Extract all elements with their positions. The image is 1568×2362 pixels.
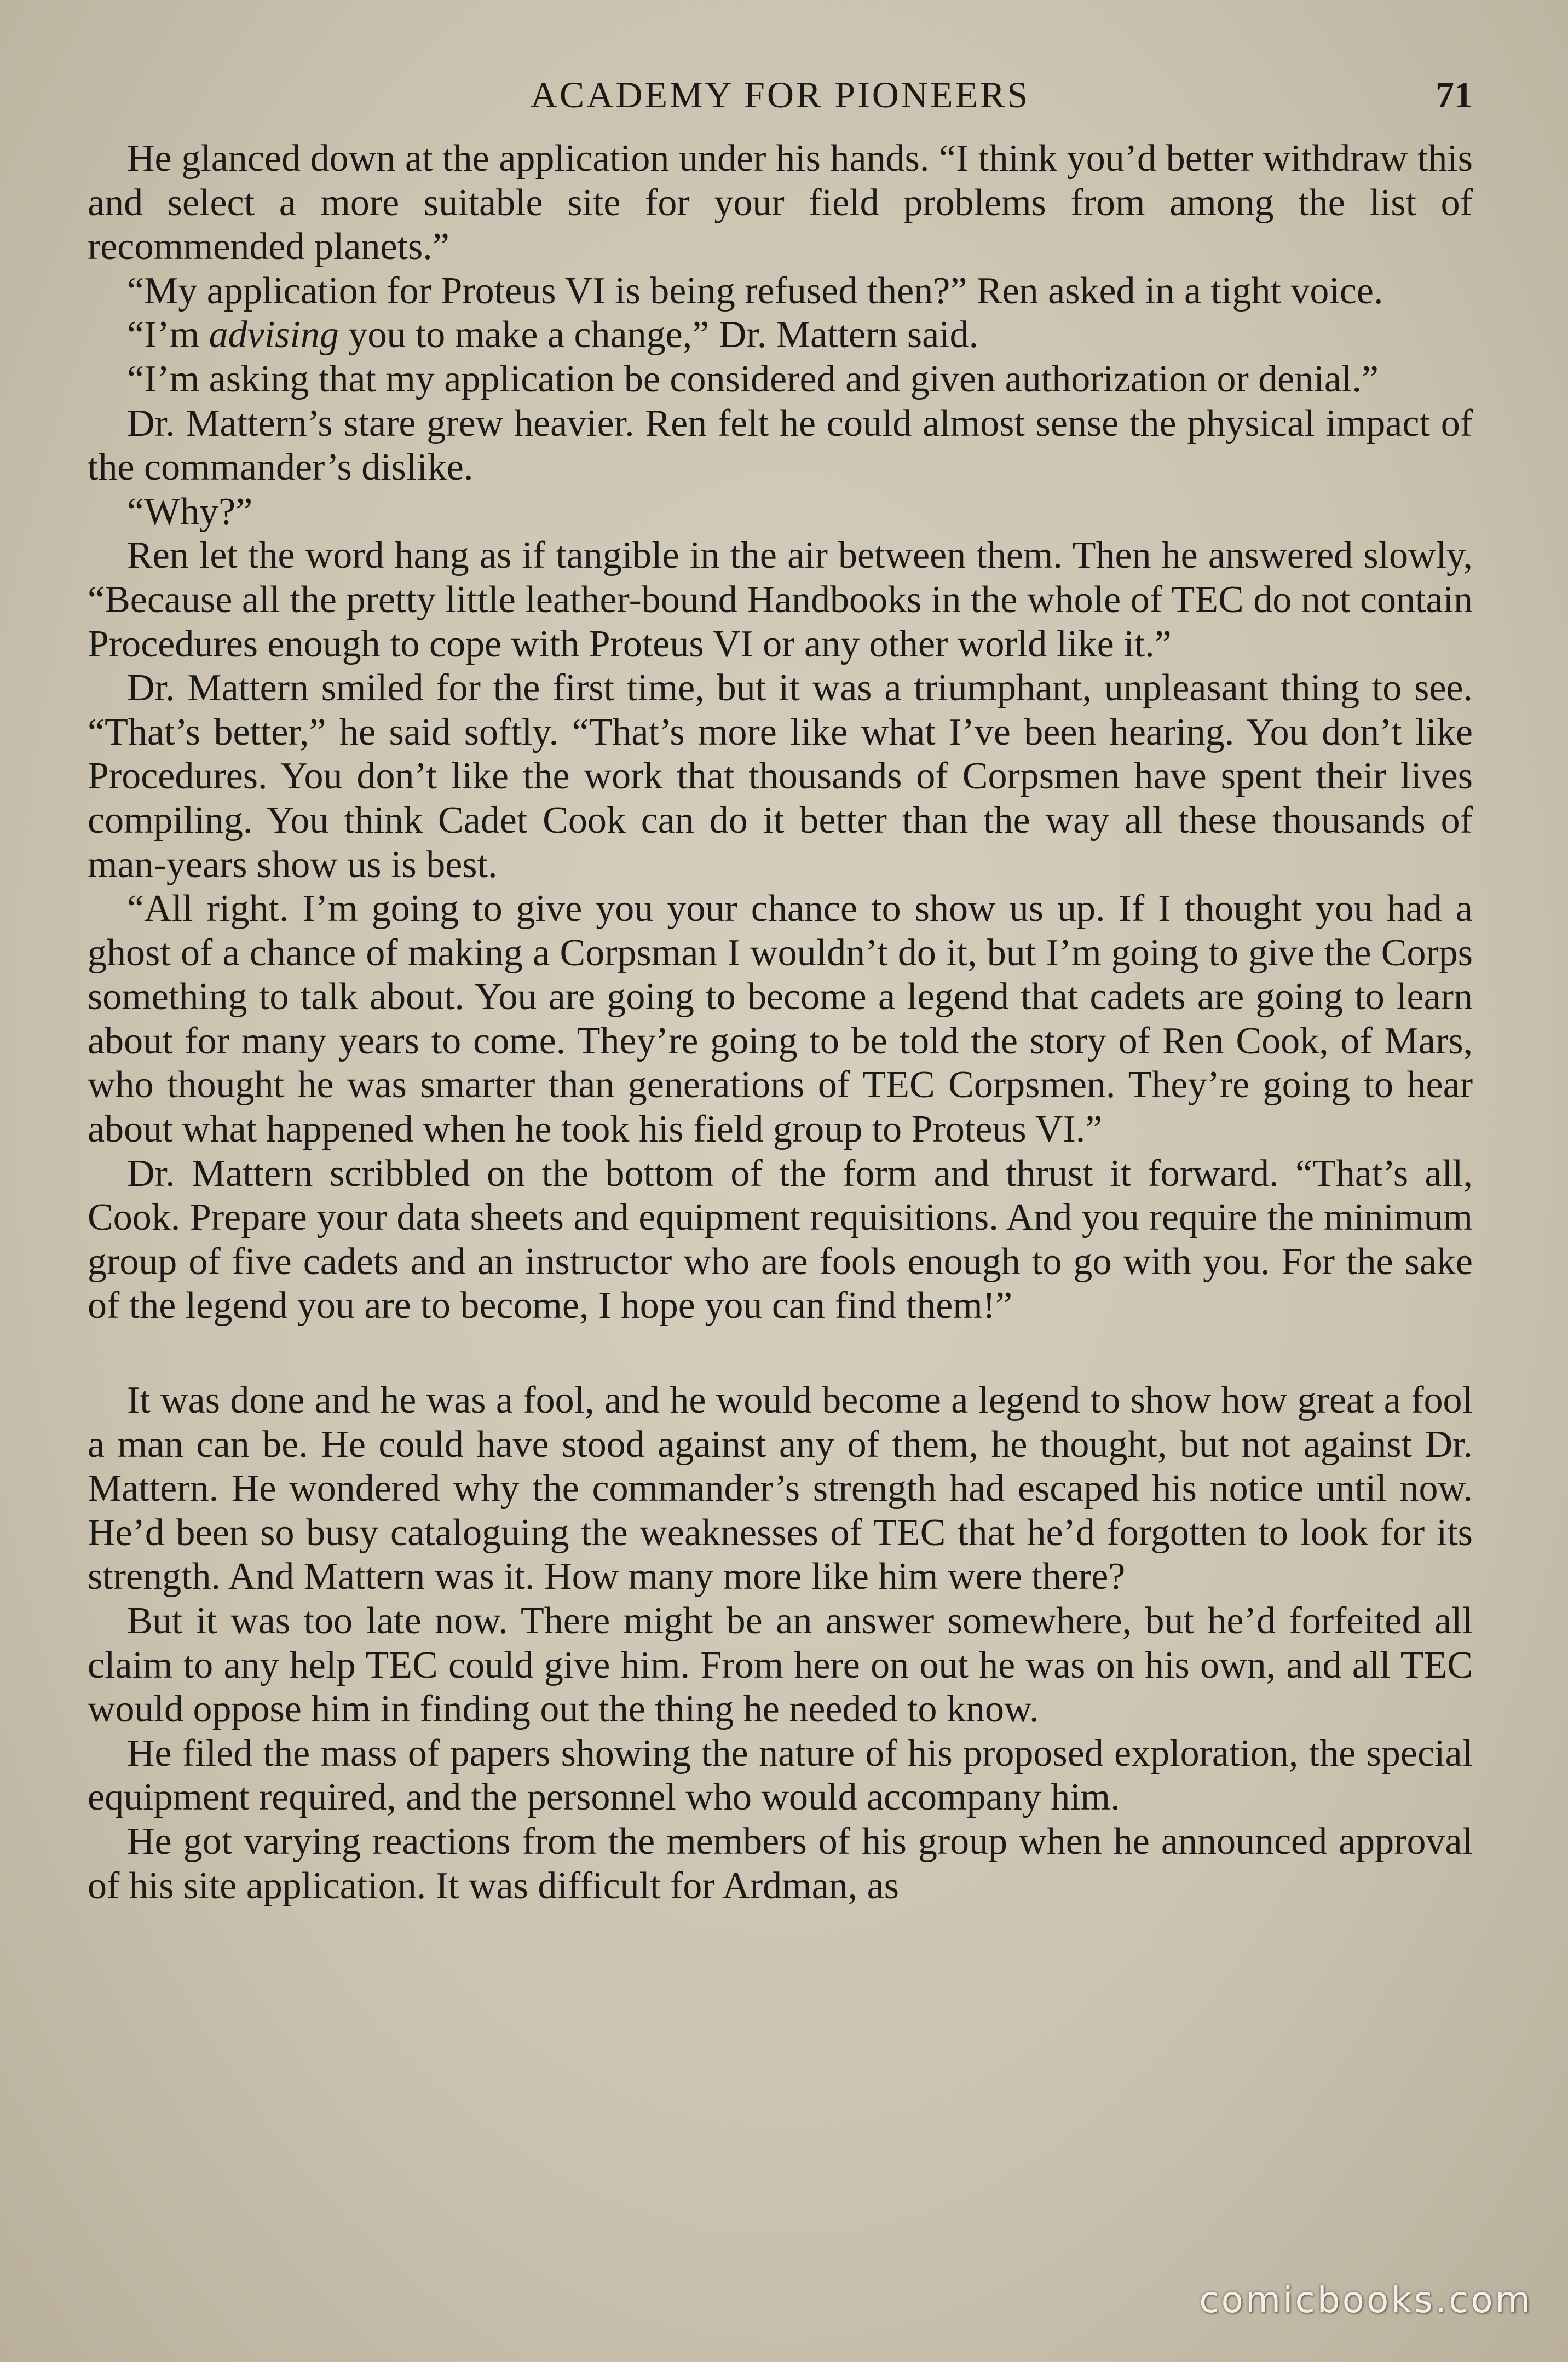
paragraph: “Why?” xyxy=(127,490,253,533)
watermark: comicbooks.com xyxy=(1199,2279,1532,2321)
paragraph: “My application for Proteus VI is being refused then?” Ren asked in a tight voice. xyxy=(127,269,1383,312)
body-text xyxy=(88,137,1473,1908)
paragraph: Dr. Mattern’s stare grew heavier. Ren felt he could almost sense the physical impact of the commander’s dislike. xyxy=(88,402,1473,489)
paragraph xyxy=(88,313,1473,358)
paragraph: He filed the mass of papers showing the nature of his proposed exploration, the special equipment required, and the personnel who would accompany him. xyxy=(88,1732,1473,1819)
section-break xyxy=(88,1328,1473,1379)
page-number: 71 xyxy=(1436,74,1473,116)
paragraph: He got varying reactions from the members of his group when he announced approval of his site application. It was difficult for Ardman, as xyxy=(88,1820,1473,1907)
paragraph: Dr. Mattern scribbled on the bottom of the form and thrust it forward. “That’s all, Cook. Prepare your data sheets and equipment requisitions. And you require the minimum group of five cadets and an instructor who are fools enough to go with you. For the sake of the legend you are to become, I hope you can find them!” xyxy=(88,1152,1473,1327)
paragraph: But it was too late now. There might be an answer somewhere, but he’d forfeited all claim to any help TEC could give him. From here on out he was on his own, and all TEC would oppose him in finding out the thing he needed to know. xyxy=(88,1600,1473,1731)
paragraph-text: “I’m xyxy=(127,314,209,356)
paragraph: “I’m asking that my application be considered and given authorization or denial.” xyxy=(127,358,1379,400)
paragraph: Ren let the word hang as if tangible in the air between them. Then he answered slowly, “Because all the pretty little leather-bound Handbooks in the whole of TEC do not contain Procedures enough to cope with Proteus VI or any other world like it.” xyxy=(88,534,1473,665)
paragraph: Dr. Mattern smiled for the first time, but it was a triumphant, unpleasant thing to see. “That’s better,” he said softly. “That’s more like what I’ve been hearing. You don’t like Procedures. You don’t like the work that thousands of Corpsmen have spent their lives compiling. You think Cadet Cook can do it better than the way all these thousands of man-years show us is best. xyxy=(88,667,1473,886)
paragraph: It was done and he was a fool, and he would become a legend to show how great a fool a man can be. He could have stood against any of them, he thought, but not against Dr. Mattern. He wondered why the commander’s strength had escaped his notice until now. He’d been so busy cataloguing the weaknesses of TEC that he’d forgotten to look for its strength. And Mattern was it. How many more like him were there? xyxy=(88,1379,1473,1598)
emphasis-text: advising xyxy=(209,314,339,356)
running-title: ACADEMY FOR PIONEERS xyxy=(530,74,1030,116)
paragraph: “All right. I’m going to give you your chance to show us up. If I thought you had a ghost of a chance of making a Corpsman I wouldn’t do it, but I’m going to give the Corps something to talk about. You are going to become a legend that cadets are going to learn about for many years to come. They’re going to be told the story of Ren Cook, of Mars, who thought he was smarter than generations of TEC Corpsmen. They’re going to hear about what happened when he took his field group to Proteus VI.” xyxy=(88,888,1473,1151)
running-head xyxy=(88,65,1473,125)
paragraph: He glanced down at the application under his hands. “I think you’d better withdraw this and select a more suitable site for your field problems from among the list of recommended planets.” xyxy=(88,137,1473,268)
paragraph-text: you to make a change,” Dr. Mattern said. xyxy=(338,314,979,356)
